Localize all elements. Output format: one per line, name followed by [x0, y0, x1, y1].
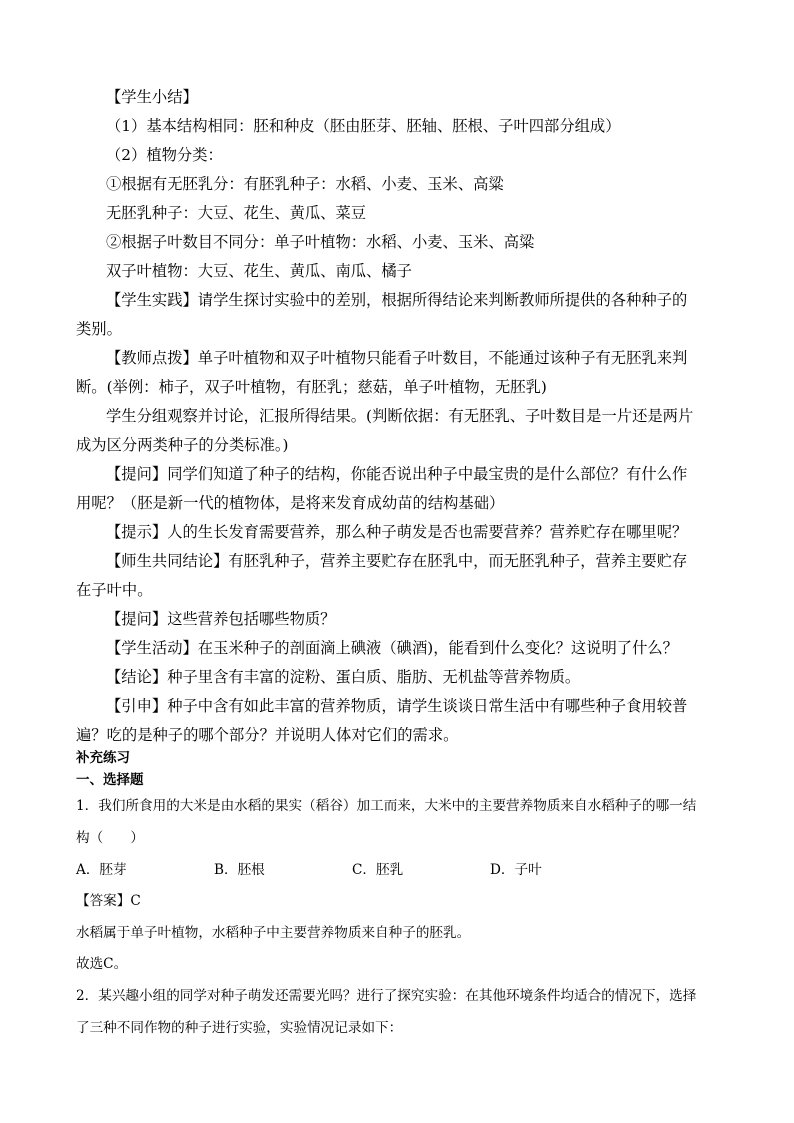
hint-line: 【提示】人的生长发育需要营养，那么种子萌发是否也需要营养？营养贮存在哪里呢？	[106, 523, 688, 541]
practice-line-1: 【学生实践】请学生探讨实验中的差别，根据所得结论来判断教师所提供的各种种子的	[106, 291, 688, 309]
classification-1b: 无胚乳种子：大豆、花生、黄瓜、菜豆	[106, 204, 367, 222]
summary-item-1: （1）基本结构相同：胚和种皮（胚由胚芽、胚轴、胚根、子叶四部分组成）	[106, 117, 621, 135]
joint-conclusion-line-2: 在子叶中。	[76, 581, 153, 599]
q1-stem-line-1: 1．我们所食用的大米是由水稻的果实（稻谷）加工而来，大米中的主要营养物质来自水稻种子的哪一结	[76, 798, 697, 814]
classification-2: ②根据子叶数目不同分：单子叶植物：水稻、小麦、玉米、高粱	[106, 233, 535, 251]
joint-conclusion-line-1: 【师生共同结论】有胚乳种子，营养主要贮存在胚乳中，而无胚乳种子，营养主要贮存	[106, 552, 688, 570]
q1-explanation: 水稻属于单子叶植物，水稻种子中主要营养物质来自种子的胚乳。	[76, 925, 471, 941]
classification-1: ①根据有无胚乳分：有胚乳种子：水稻、小麦、玉米、高粱	[106, 175, 504, 193]
q1-option-d: D．子叶	[490, 862, 542, 878]
q2-stem-line-2: 了三种不同作物的种子进行实验，实验情况记录如下：	[76, 1020, 403, 1036]
classification-2b: 双子叶植物：大豆、花生、黄瓜、南瓜、橘子	[106, 262, 412, 280]
activity-line: 【学生活动】在玉米种子的剖面滴上碘液（碘酒)，能看到什么变化？这说明了什么？	[106, 639, 678, 657]
q1-option-b: B．胚根	[214, 862, 265, 878]
summary-item-2: （2）植物分类：	[106, 146, 223, 164]
group-line-2: 成为区分两类种子的分类标准。)	[76, 436, 289, 454]
q1-stem-line-2: 构（ ）	[76, 830, 144, 846]
guide-line-2: 断。(举例：柿子，双子叶植物，有胚乳；慈菇，单子叶植物，无胚乳)	[76, 378, 547, 396]
question-1-line-2: 用呢？（胚是新一代的植物体，是将来发育成幼苗的结构基础）	[76, 494, 505, 512]
conclusion-line: 【结论】种子里含有丰富的淀粉、蛋白质、脂肪、无机盐等营养物质。	[106, 668, 581, 686]
question-2-line: 【提问】这些营养包括哪些物质？	[106, 610, 336, 628]
guide-line-1: 【教师点拨】单子叶植物和双子叶植物只能看子叶数目，不能通过该种子有无胚乳来判	[106, 349, 688, 367]
extension-line-1: 【引申】种子中含有如此丰富的营养物质，请学生谈谈日常生活中有哪些种子食用较普	[106, 697, 688, 715]
q1-option-c: C．胚乳	[352, 862, 404, 878]
exercise-heading: 补充练习	[76, 750, 130, 766]
exercise-section: 一、选择题	[76, 772, 144, 788]
question-1-line-1: 【提问】同学们知道了种子的结构，你能否说出种子中最宝贵的是什么部位？有什么作	[106, 465, 688, 483]
q1-option-a: A．胚芽	[76, 862, 127, 878]
group-line-1: 学生分组观察并讨论，汇报所得结果。(判断依据：有无胚乳、子叶数目是一片还是两片	[106, 407, 694, 425]
q1-choose: 故选C。	[76, 956, 128, 972]
practice-line-2: 类别。	[76, 320, 122, 338]
extension-line-2: 遍？吃的是种子的哪个部分？并说明人体对它们的需求。	[76, 726, 459, 744]
q1-answer: 【答案】C	[76, 893, 141, 909]
q2-stem-line-1: 2．某兴趣小组的同学对种子萌发还需要光吗？进行了探究实验：在其他环境条件均适合的情况下，选择	[76, 988, 697, 1004]
summary-title: 【学生小结】	[106, 88, 198, 106]
